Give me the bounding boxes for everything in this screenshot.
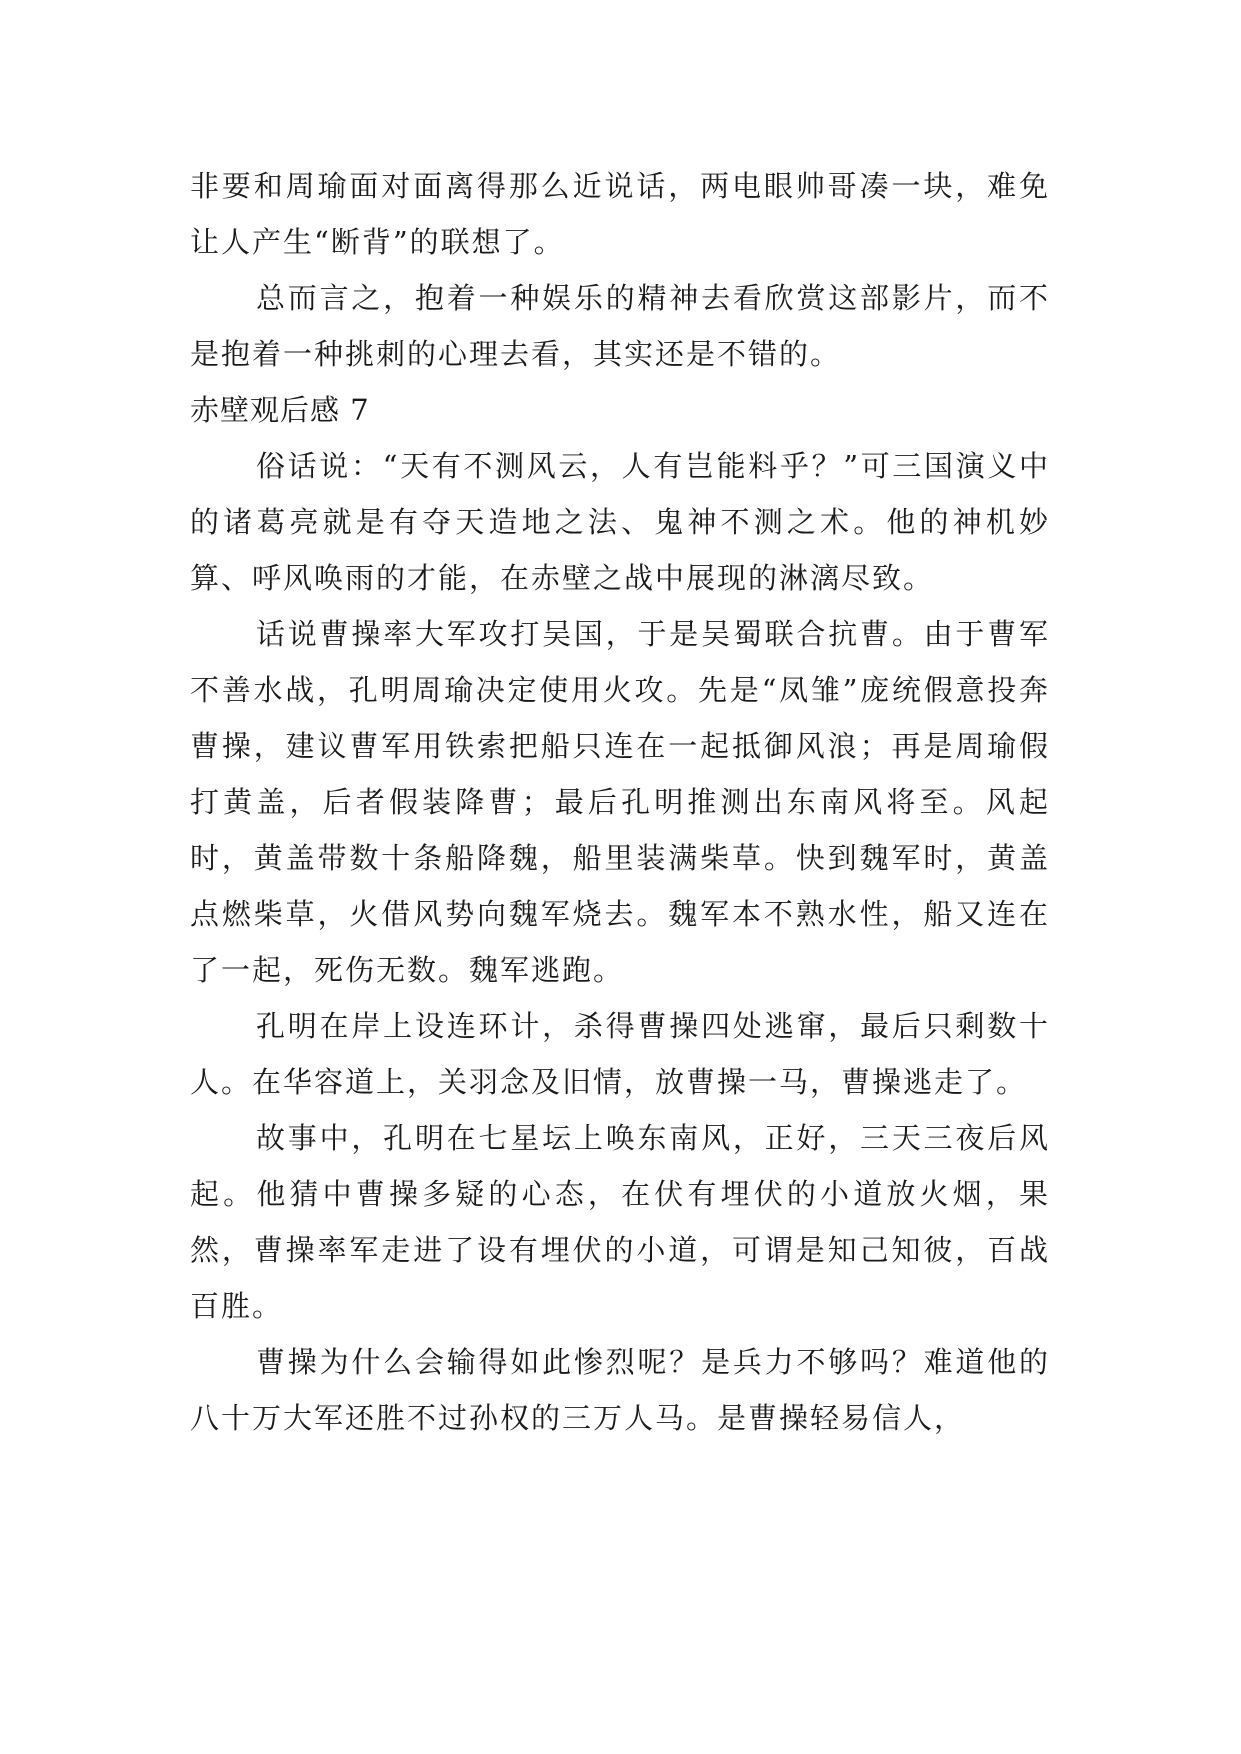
paragraph: 故事中，孔明在七星坛上唤东南风，正好，三天三夜后风起。他猜中曹操多疑的心态，在伏有埋伏的小道放火烟，果然，曹操率军走进了设有埋伏的小道，可谓是知己知彼，百战百胜。 [190,1121,1050,1323]
document-body [190,158,1050,1446]
paragraph: 话说曹操率大军攻打吴国，于是吴蜀联合抗曹。由于曹军不善水战，孔明周瑜决定使用火攻。先是“凤雏”庞统假意投奔曹操，建议曹军用铁索把船只连在一起抵御风浪；再是周瑜假打黄盖，后者假装降曹；最后孔明推测出东南风将至。风起时，黄盖带数十条船降魏，船里装满柴草。快到魏军时，黄盖点燃柴草，火借风势向魏军烧去。魏军本不熟水性，船又连在了一起，死伤无数。魏军逃跑。 [190,617,1050,987]
section-title: 赤壁观后感 7 [190,393,370,427]
paragraph: 总而言之，抱着一种娱乐的精神去看欣赏这部影片，而不是抱着一种挑刺的心理去看，其实还是不错的。 [190,281,1050,371]
paragraph: 孔明在岸上设连环计，杀得曹操四处逃窜，最后只剩数十人。在华容道上，关羽念及旧情，放曹操一马，曹操逃走了。 [190,1009,1050,1099]
paragraph: 俗话说：“天有不测风云，人有岂能料乎？”可三国演义中的诸葛亮就是有夺天造地之法、鬼神不测之术。他的神机妙算、呼风唤雨的才能，在赤壁之战中展现的淋漓尽致。 [190,449,1050,595]
paragraph: 曹操为什么会输得如此惨烈呢？是兵力不够吗？难道他的八十万大军还胜不过孙权的三万人马。是曹操轻易信人， [190,1345,1050,1435]
paragraph: 非要和周瑜面对面离得那么近说话，两电眼帅哥凑一块，难免让人产生“断背”的联想了。 [190,169,1050,259]
